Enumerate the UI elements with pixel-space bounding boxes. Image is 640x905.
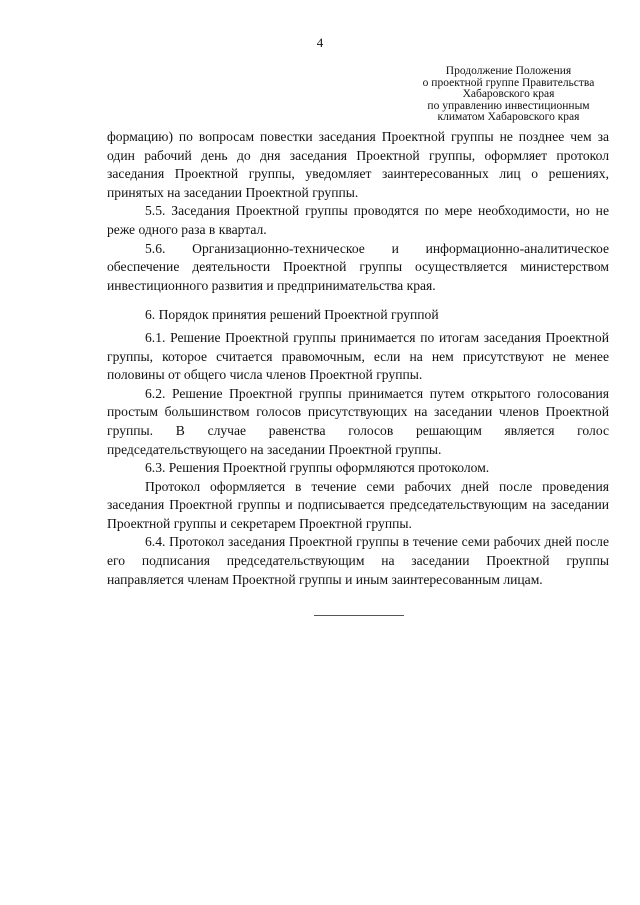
paragraph-5-6: 5.6. Организационно-техническое и информационно-аналитическое обеспечение деятельности Проектной группы осуществляется министерством инвестиционного развития и предпринимательства края. bbox=[107, 240, 609, 293]
paragraph-6-2: 6.2. Решение Проектной группы принимается путем открытого голосования простым большинством голосов присутствующих на заседании членов Проектной группы. В случае равенства голосов решающим является голос председательствующего на заседании Проектной группы. bbox=[107, 385, 609, 457]
section-6-title: 6. Порядок принятия решений Проектной группой bbox=[145, 307, 439, 323]
document-body bbox=[107, 128, 609, 589]
page-number: 4 bbox=[316, 35, 324, 50]
paragraph-6-3: 6.3. Решения Проектной группы оформляются протоколом. bbox=[145, 460, 490, 476]
paragraph-5-5: 5.5. Заседания Проектной группы проводятся по мере необходимости, но не реже одного раза в квартал. bbox=[107, 203, 609, 237]
paragraph-6-3-protocol: Протокол оформляется в течение семи рабочих дней после проведения заседания Проектной группы и подписывается председательствующим на заседании Проектной группы и секретарем Проектной группы. bbox=[107, 478, 609, 531]
header-line: по управлению инвестиционным bbox=[427, 99, 590, 112]
header-note bbox=[396, 66, 621, 124]
paragraph-6-4: 6.4. Протокол заседания Проектной группы в течение семи рабочих дней после его подписания председательствующим на заседании Проектной группы направляется членам Проектной группы и иным заинтересованным лицам. bbox=[107, 534, 609, 587]
header-line: Продолжение Положения bbox=[445, 65, 572, 77]
paragraph-continuation: формацию) по вопросам повестки заседания Проектной группы не позднее чем за один рабочий день до дня заседания Проектной группы, оформляет протокол заседания Проектной группы, уведомляет заинтересованных лиц о решениях, принятых на заседании Проектной группы. bbox=[107, 129, 609, 200]
header-line: Хабаровского края bbox=[462, 88, 555, 100]
paragraph-6-1: 6.1. Решение Проектной группы принимается по итогам заседания Проектной группы, которое считается правомочным, если на нем присутствуют не менее половины от общего числа членов Проектной группы. bbox=[107, 329, 609, 383]
header-line: о проектной группе Правительства bbox=[422, 76, 595, 89]
end-divider bbox=[314, 615, 404, 616]
header-line: климатом Хабаровского края bbox=[437, 111, 580, 123]
